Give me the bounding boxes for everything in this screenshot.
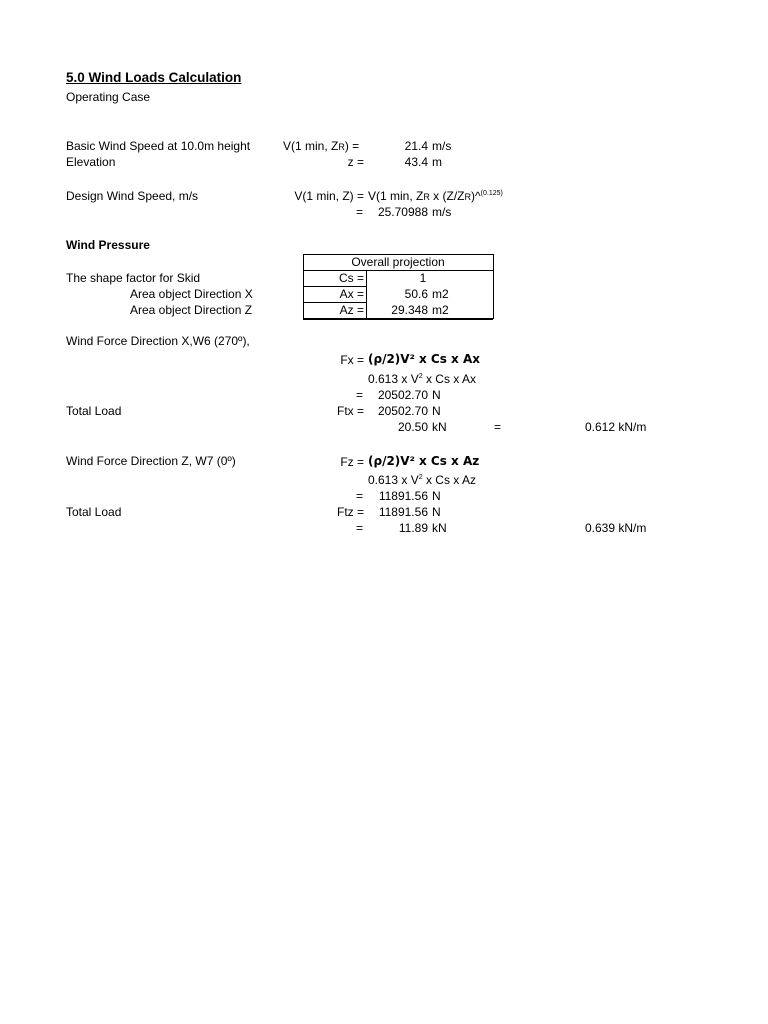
fx-equals: = xyxy=(356,388,364,402)
fz-formula: (ρ/2)V² x Cs x Az xyxy=(368,454,480,468)
ftx-kn-value: 20.50 xyxy=(397,420,428,434)
ax-value: 50.6 xyxy=(404,287,428,301)
fx-formula: (ρ/2)V² x Cs x Ax xyxy=(368,352,481,366)
az-symbol: Az = xyxy=(339,303,364,317)
subtitle: Operating Case xyxy=(66,90,151,104)
design-wind-formula: V(1 min, ZR x (Z/ZR)^$^{(0.125)}$ xyxy=(368,189,503,203)
cs-value: 1 xyxy=(419,271,427,285)
fz-symbol: Fz = xyxy=(340,455,364,469)
az-value: 29.348 xyxy=(391,303,428,317)
design-wind-equals: = xyxy=(356,205,364,219)
basic-wind-symbol: V(1 min, ZR) = xyxy=(283,139,360,153)
ftz-kn-value: 11.89 xyxy=(398,521,428,535)
section-title: 5.0 Wind Loads Calculation xyxy=(66,70,242,85)
elevation-label: Elevation xyxy=(66,155,116,169)
wind-pressure-heading: Wind Pressure xyxy=(66,238,150,252)
basic-wind-unit: m/s xyxy=(432,139,452,153)
elevation-value: 43.4 xyxy=(404,155,428,169)
fz-unit: N xyxy=(432,489,441,503)
basic-wind-value: 21.4 xyxy=(404,139,428,153)
ftx-unit: N xyxy=(432,404,441,418)
shape-factor-label: The shape factor for Skid xyxy=(66,271,201,285)
ax-symbol: Ax = xyxy=(339,287,364,301)
ftz-kn-equals: = xyxy=(356,521,364,535)
ftx-per-meter: 0.612 kN/m xyxy=(585,420,647,434)
fx-coefficient-formula: 0.613 x $V^2$ x Cs x Ax xyxy=(368,372,476,386)
table-divider xyxy=(366,270,367,318)
design-wind-unit: m/s xyxy=(432,205,452,219)
fz-equals: = xyxy=(356,489,364,503)
ftz-value: 11891.56 xyxy=(378,505,428,519)
cs-symbol: Cs = xyxy=(338,271,364,285)
total-load-z-label: Total Load xyxy=(66,505,122,519)
basic-wind-label: Basic Wind Speed at 10.0m height xyxy=(66,139,251,153)
fx-value: 20502.70 xyxy=(377,388,428,402)
ftz-per-meter: 0.639 kN/m xyxy=(585,521,647,535)
ftx-kn-equals: = xyxy=(494,420,502,434)
ftx-kn-unit: kN xyxy=(432,420,447,434)
ftz-kn-unit: kN xyxy=(432,521,447,535)
force-x-label: Wind Force Direction X,W6 (270º), xyxy=(66,334,250,348)
ax-unit: m2 xyxy=(432,287,449,301)
design-wind-label: Design Wind Speed, m/s xyxy=(66,189,199,203)
fz-coefficient-formula: 0.613 x $V^2$ x Cs x Az xyxy=(368,473,476,487)
fx-unit: N xyxy=(432,388,441,402)
ftx-symbol: Ftx = xyxy=(336,404,364,418)
total-load-x-label: Total Load xyxy=(66,404,122,418)
elevation-unit: m xyxy=(432,155,442,169)
fx-symbol: Fx = xyxy=(340,353,364,367)
ftz-symbol: Ftz = xyxy=(336,505,364,519)
area-x-label: Area object Direction X xyxy=(130,287,253,301)
az-unit: m2 xyxy=(432,303,449,317)
ftz-unit: N xyxy=(432,505,441,519)
force-z-label: Wind Force Direction Z, W7 (0º) xyxy=(66,454,236,468)
table-divider xyxy=(303,318,493,320)
design-wind-symbol: V(1 min, Z) = xyxy=(294,189,364,203)
table-header: Overall projection xyxy=(351,255,445,269)
design-wind-value: 25.70988 xyxy=(377,205,428,219)
area-z-label: Area object Direction Z xyxy=(130,303,253,317)
ftx-value: 20502.70 xyxy=(377,404,428,418)
elevation-symbol: z = xyxy=(347,155,364,169)
fz-value: 11891.56 xyxy=(378,489,428,503)
